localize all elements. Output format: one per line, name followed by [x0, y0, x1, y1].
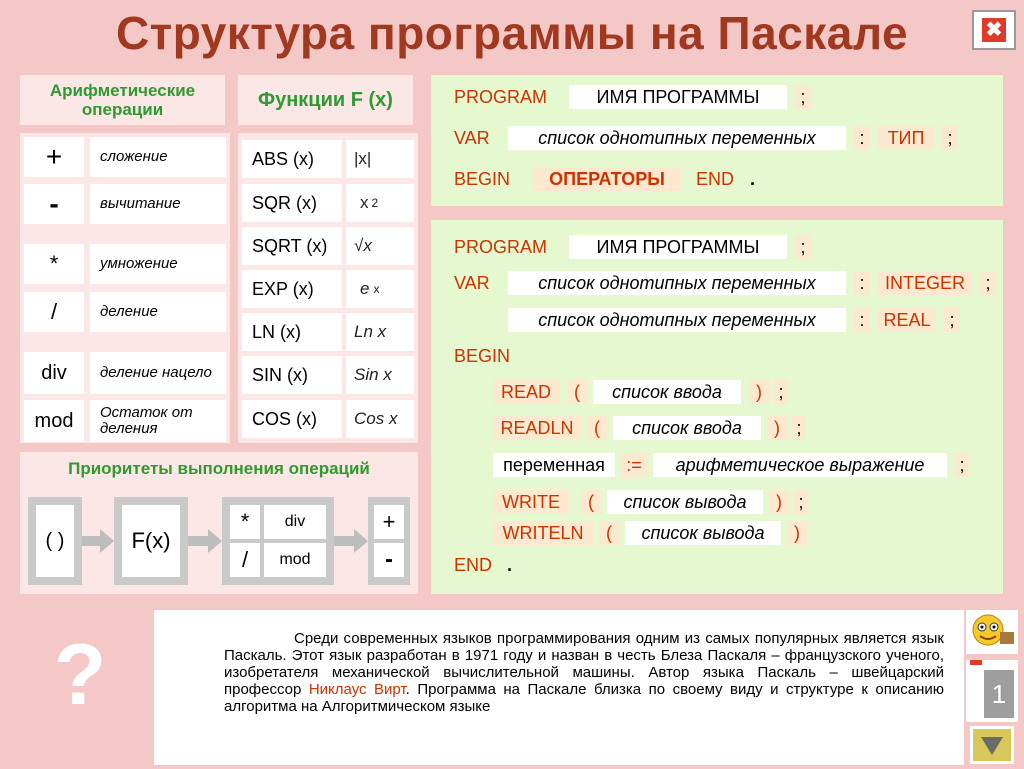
colon: :	[854, 271, 870, 295]
left-paren: (	[587, 416, 607, 440]
info-text-panel	[154, 610, 964, 765]
func-math: Sin x	[346, 356, 414, 394]
end-keyword: END	[696, 169, 735, 189]
close-button[interactable]	[972, 10, 1016, 50]
var-keyword: VAR	[454, 128, 490, 148]
next-button[interactable]	[970, 726, 1014, 764]
funcs-header: Функции F (x)	[238, 75, 413, 125]
type-integer-box: INTEGER	[878, 271, 972, 295]
assign-operator: :=	[621, 453, 647, 477]
end-dot: .	[750, 169, 756, 189]
variable-list-box: список однотипных переменных	[508, 308, 846, 332]
program-keyword: PROGRAM	[454, 237, 548, 257]
plus-symbol: +	[374, 505, 404, 539]
begin-keyword: BEGIN	[454, 346, 511, 366]
func-name: ABS (x)	[242, 140, 342, 178]
expression-box: арифметическое выражение	[653, 453, 947, 477]
arrow-icon	[188, 536, 210, 546]
func-name: LN (x)	[242, 313, 342, 351]
author-name: Никлаус Вирт	[308, 681, 406, 698]
priority-level-1	[28, 497, 82, 585]
program-template-example	[431, 220, 1003, 594]
program-template-generic	[431, 75, 1003, 206]
func-name: EXP (x)	[242, 270, 342, 308]
var-keyword: VAR	[454, 273, 490, 293]
mod-symbol: mod	[264, 543, 326, 577]
func-math: x 2	[346, 184, 414, 222]
priority-level-4	[368, 497, 410, 585]
func-name: COS (x)	[242, 400, 342, 438]
colon: :	[854, 308, 870, 332]
output-list-box: список вывода	[607, 490, 763, 514]
op-label: деление	[90, 292, 226, 332]
down-arrow-icon	[970, 726, 1014, 764]
begin-keyword: BEGIN	[454, 169, 511, 189]
arrow-icon	[82, 536, 102, 546]
help-question-icon[interactable]: ?	[53, 627, 107, 723]
func-math: |x|	[346, 140, 414, 178]
op-label: Остаток от деления	[90, 400, 226, 442]
minus-symbol: -	[374, 543, 404, 577]
multiply-symbol: *	[230, 505, 260, 539]
op-label: сложение	[90, 137, 226, 177]
op-symbol: -	[24, 184, 84, 224]
func-name: SQR (x)	[242, 184, 342, 222]
semicolon: ;	[774, 380, 788, 404]
read-box: READ	[493, 380, 559, 404]
end-dot: .	[507, 555, 513, 575]
close-icon: ✖	[982, 18, 1006, 42]
op-symbol: +	[24, 137, 84, 177]
semicolon: ;	[794, 490, 808, 514]
func-math: Ln x	[346, 313, 414, 351]
program-name-box: ИМЯ ПРОГРАММЫ	[569, 85, 787, 109]
write-box: WRITE	[493, 490, 569, 514]
smiley-button[interactable]	[966, 610, 1018, 654]
operators-box: ОПЕРАТОРЫ	[533, 167, 681, 191]
priority-level-3	[222, 497, 334, 585]
op-symbol: /	[24, 292, 84, 332]
semicolon: ;	[795, 85, 811, 109]
type-real-box: REAL	[878, 308, 936, 332]
func-name: SIN (x)	[242, 356, 342, 394]
op-label: вычитание	[90, 184, 226, 224]
op-label: умножение	[90, 244, 226, 284]
semicolon: ;	[955, 453, 969, 477]
left-paren: (	[581, 490, 601, 514]
func-math: √x	[346, 227, 414, 265]
arith-header: Арифметические операции	[20, 75, 225, 125]
right-paren: )	[787, 521, 807, 545]
readln-box: READLN	[493, 416, 581, 440]
divide-symbol: /	[230, 543, 260, 577]
op-symbol: div	[24, 352, 84, 394]
info-paragraph: Среди современных языков программирования одним из самых популярных является язык Паскаль. Этот язык разработан в 1971 году и назван в честь Блеза Паскаля – французского ученого, изобретателя механической вычислительной машины. Автор языка Паскаль – швейцарский профессор Никлаус Вирт. Программа на Паскале близка по своему виду и структуре к описанию алгоритма на Алгоритмическом языке	[224, 630, 944, 715]
type-box: ТИП	[878, 126, 934, 150]
op-symbol: mod	[24, 400, 84, 442]
input-list-box: список ввода	[593, 380, 741, 404]
func-name: SQRT (x)	[242, 227, 342, 265]
end-keyword: END	[454, 555, 493, 575]
parens-label: ( )	[36, 505, 74, 577]
variable-list-box: список однотипных переменных	[508, 126, 846, 150]
page-indicator	[966, 660, 1018, 722]
op-label: деление нацело	[90, 352, 226, 394]
page-marker	[970, 660, 982, 665]
input-list-box: список ввода	[613, 416, 761, 440]
left-paren: (	[599, 521, 619, 545]
arrow-icon	[334, 536, 356, 546]
program-keyword: PROGRAM	[454, 87, 548, 107]
variable-box: переменная	[493, 453, 615, 477]
op-symbol: *	[24, 244, 84, 284]
left-paren: (	[567, 380, 587, 404]
page-number: 1	[984, 670, 1014, 718]
semicolon: ;	[795, 235, 811, 259]
semicolon: ;	[944, 308, 960, 332]
div-symbol: div	[264, 505, 326, 539]
writeln-box: WRITELN	[493, 521, 593, 545]
func-math: e x	[346, 270, 414, 308]
priority-level-2	[114, 497, 188, 585]
function-label: F(x)	[122, 505, 180, 577]
page-title: Структура программы на Паскале	[115, 7, 909, 59]
func-math: Cos x	[346, 400, 414, 438]
colon: :	[854, 126, 870, 150]
output-list-box: список вывода	[625, 521, 781, 545]
priority-header: Приоритеты выполнения операций	[68, 459, 370, 478]
semicolon: ;	[942, 126, 958, 150]
variable-list-box: список однотипных переменных	[508, 271, 846, 295]
arith-panel	[20, 133, 230, 443]
semicolon: ;	[792, 416, 806, 440]
right-paren: )	[749, 380, 769, 404]
smiley-icon	[966, 610, 1018, 654]
right-paren: )	[769, 490, 789, 514]
program-name-box: ИМЯ ПРОГРАММЫ	[569, 235, 787, 259]
semicolon: ;	[980, 271, 996, 295]
right-paren: )	[767, 416, 787, 440]
